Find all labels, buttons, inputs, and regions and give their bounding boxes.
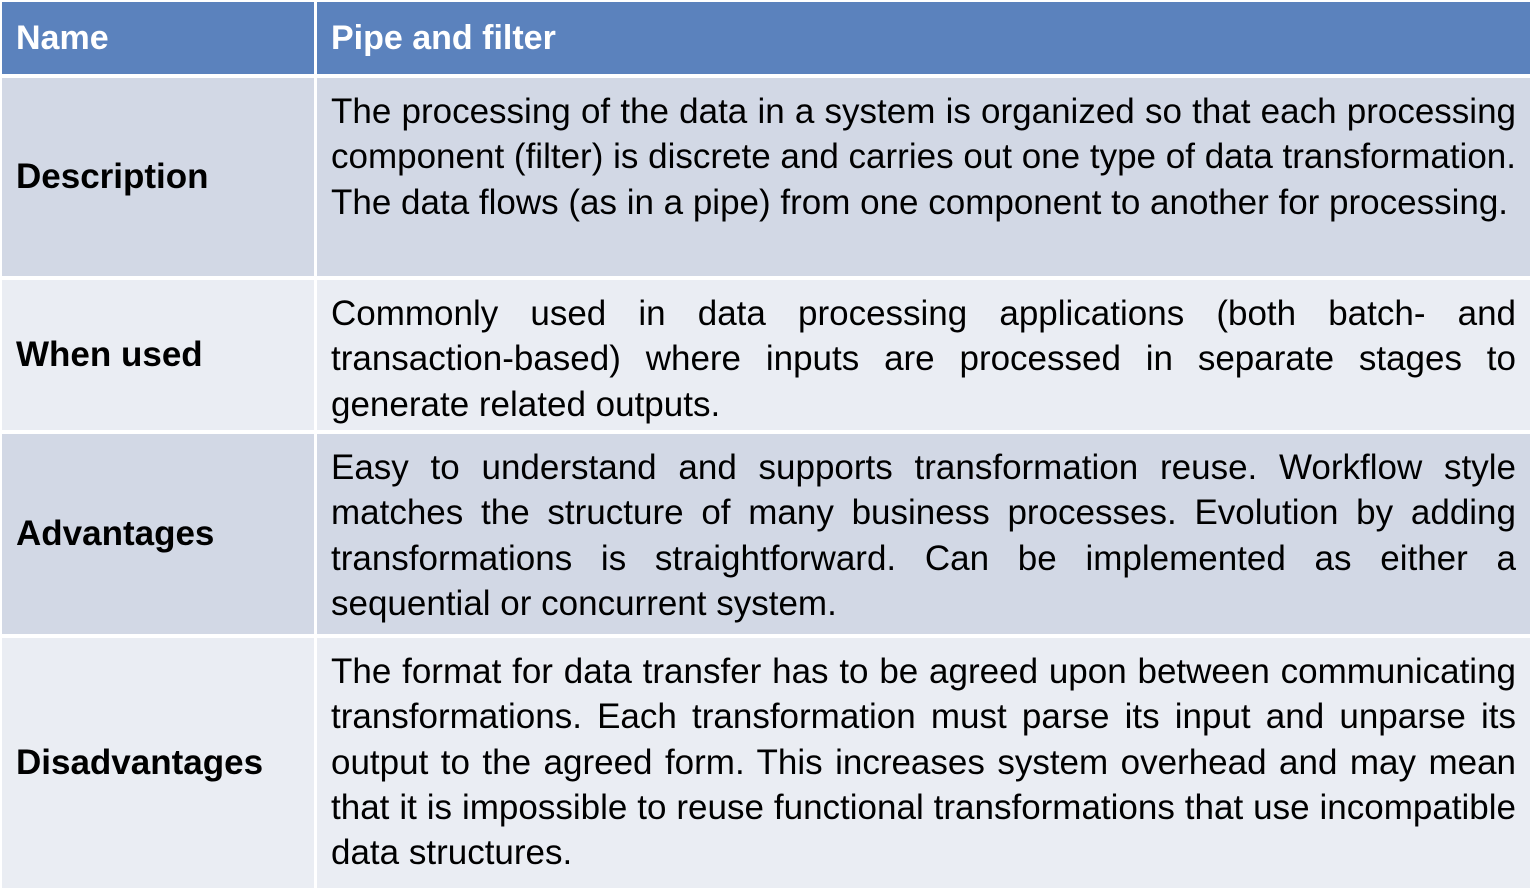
header-name-label: Name: [16, 18, 109, 57]
pattern-table: [2, 2, 1530, 894]
row-disadvantages-label-cell: [2, 638, 314, 888]
row-disadvantages-text-cell: The format for data transfer has to be agreed upon between communicating transformations. Each transformation must parse its input and unparse its output to the agreed form. This increases system overhead and may mean that it is impossible to reuse functional transformations that use incompatible data structures.: [317, 638, 1530, 888]
row-label: When used: [16, 335, 203, 374]
row-label: Description: [16, 157, 209, 196]
header-pattern-label: Pipe and filter: [331, 18, 556, 57]
row-when-used-label-cell: [2, 280, 314, 430]
row-advantages-label-cell: [2, 434, 314, 634]
row-label: Disadvantages: [16, 743, 264, 782]
row-label: Advantages: [16, 514, 215, 553]
row-description-label-cell: [2, 78, 314, 276]
row-description-text-cell: The processing of the data in a system is organized so that each processing component (filter) is discrete and carries out one type of data transformation. The data flows (as in a pipe) from one component to another for processing.: [317, 78, 1530, 276]
row-when-used-text-cell: Commonly used in data processing applications (both batch- and transaction-based) where inputs are processed in separate stages to generate related outputs.: [317, 280, 1530, 430]
header-name-cell: [2, 2, 314, 74]
header-pattern-cell: [317, 2, 1530, 74]
row-advantages-text-cell: Easy to understand and supports transformation reuse. Workflow style matches the structure of many business processes. Evolution by adding transformations is straightforward. Can be implemented as either a sequential or concurrent system.: [317, 434, 1530, 634]
